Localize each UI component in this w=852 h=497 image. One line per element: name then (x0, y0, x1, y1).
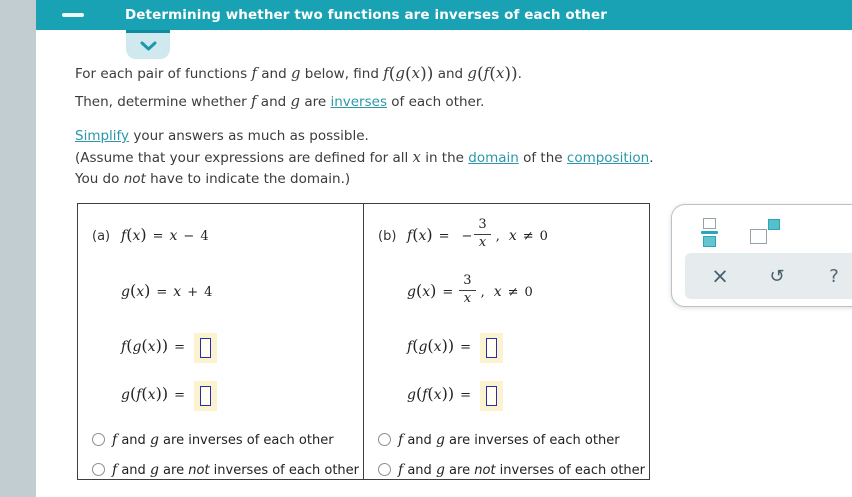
paren: ) (447, 384, 455, 403)
paren: ( (405, 64, 412, 84)
g-definition-row (364, 268, 649, 316)
paren: ) (447, 336, 455, 355)
var-x: x (132, 228, 141, 244)
paren: ( (141, 384, 148, 403)
paren: ) (161, 384, 169, 403)
paren: ) (426, 225, 433, 244)
answer-input-halo (480, 381, 503, 411)
clear-button[interactable]: × (711, 264, 729, 288)
minus-sign: − (461, 229, 473, 244)
option-text: and (407, 433, 432, 448)
text-fragment: (Assume that your expressions are defined for all (75, 150, 409, 166)
denominator: x (478, 235, 487, 250)
option-not-inverses[interactable] (78, 460, 363, 481)
var-f: f (398, 432, 404, 448)
instruction-paragraph-1 (75, 60, 715, 116)
var-g: g (132, 339, 142, 355)
var-x: x (418, 228, 427, 244)
text-fragment: in the (425, 150, 464, 166)
var-g: g (418, 339, 428, 355)
minus-sign: − (183, 229, 195, 244)
paren: ) (161, 336, 169, 355)
part-label: (a) (92, 229, 111, 244)
option-text: are inverses of each other (163, 433, 334, 448)
text-fragment: and (437, 66, 464, 82)
var-g: g (290, 64, 301, 82)
math-expr-f-of-g (383, 66, 433, 82)
var-f: f (422, 387, 428, 403)
equals-sign: = (174, 388, 185, 403)
part-label: (b) (378, 229, 397, 244)
radio-button[interactable] (92, 463, 105, 476)
equals-sign: = (460, 388, 471, 403)
var-f: f (407, 339, 413, 355)
equals-sign: = (438, 229, 450, 244)
domain-link[interactable]: domain (468, 150, 519, 166)
paren: ) (426, 64, 434, 84)
denominator: x (463, 291, 472, 306)
option-inverses[interactable] (364, 430, 649, 451)
instruction-line-2 (75, 88, 715, 116)
var-f: f (121, 339, 127, 355)
paren: ( (141, 336, 148, 355)
var-x: x (493, 284, 502, 300)
var-g: g (407, 284, 416, 300)
answer-table (77, 203, 650, 480)
palette-template-row (672, 205, 852, 247)
exponent-base-box (750, 229, 767, 244)
var-x: x (411, 64, 421, 82)
var-x: x (169, 228, 178, 244)
not-equal-sign: ≠ (507, 285, 519, 300)
undo-button[interactable]: ↺ (769, 265, 785, 287)
paren: ) (144, 281, 151, 300)
answer-input-halo (194, 381, 217, 411)
var-x: x (433, 339, 442, 355)
option-text: and (121, 463, 146, 478)
paren: ( (489, 64, 496, 84)
f-definition-row (78, 212, 363, 260)
var-g: g (467, 64, 478, 82)
var-f: f (398, 462, 404, 478)
comma: , (480, 285, 485, 300)
paren: ) (510, 64, 518, 84)
answer-input-halo (480, 333, 503, 363)
var-f: f (407, 228, 413, 244)
var-x: x (422, 284, 431, 300)
paren: ( (427, 384, 434, 403)
paren: ( (126, 225, 133, 244)
problem-header-bar (36, 0, 852, 30)
numerator: 3 (459, 274, 475, 291)
paren: ( (129, 281, 137, 300)
equals-sign: = (152, 229, 164, 244)
math-expr-g-of-f (467, 66, 517, 82)
paren: ) (155, 336, 162, 355)
f-of-g-answer-input[interactable] (486, 338, 497, 358)
f-of-g-answer-input[interactable] (200, 338, 211, 358)
equals-sign: = (460, 340, 471, 355)
paren: ) (504, 64, 511, 84)
text-fragment: . (517, 66, 522, 82)
fraction-numerator-box (703, 218, 716, 229)
option-text: inverses of each other (499, 463, 645, 478)
collapse-panel-button[interactable] (126, 30, 170, 59)
var-x: x (147, 339, 156, 355)
var-g: g (407, 387, 416, 403)
var-g: g (149, 462, 159, 478)
text-fragment: Then, determine whether (75, 94, 247, 110)
paren: ) (155, 384, 162, 403)
fraction-template-icon[interactable] (701, 218, 718, 247)
text-fragment: For each pair of functions (75, 66, 248, 82)
var-x: x (495, 64, 505, 82)
var-x: x (136, 284, 145, 300)
var-f: f (121, 228, 127, 244)
number: 4 (204, 285, 213, 300)
paren: ( (412, 225, 419, 244)
var-x: x (433, 387, 442, 403)
minimize-icon[interactable] (62, 13, 84, 17)
palette-action-tray (685, 253, 852, 299)
option-text: are inverses of each other (449, 433, 620, 448)
var-f: f (251, 92, 257, 110)
exponent-template-icon[interactable] (750, 218, 780, 246)
text-fragment: are (304, 94, 327, 110)
g-of-f-answer-input[interactable] (486, 386, 497, 406)
option-text: and (121, 433, 146, 448)
radio-button[interactable] (92, 433, 105, 446)
text-fragment: below, find (304, 66, 379, 82)
number: 4 (200, 229, 209, 244)
paren: ) (420, 64, 427, 84)
paren: ( (477, 64, 484, 84)
paren: ) (441, 384, 448, 403)
text-fragment: . (649, 150, 654, 166)
text-fragment: your answers as much as possible. (133, 128, 369, 144)
instruction-line-5 (75, 169, 715, 190)
text-fragment: have to indicate the domain.) (150, 171, 351, 187)
f-definition-row (364, 212, 649, 260)
instruction-line-3 (75, 126, 715, 147)
exponent-superscript-box (768, 219, 780, 230)
var-g: g (290, 92, 301, 110)
var-f: f (483, 64, 490, 82)
number: 0 (539, 229, 548, 244)
paren: ( (415, 384, 423, 403)
number: 0 (524, 285, 533, 300)
fraction-denominator-box (703, 236, 716, 247)
help-button[interactable]: ? (829, 265, 839, 287)
g-definition-row (78, 268, 363, 316)
emphasized-not: not (474, 463, 496, 478)
part-b-cell (364, 204, 649, 479)
var-g: g (149, 432, 159, 448)
g-of-f-answer-row (78, 380, 363, 411)
equals-sign: = (442, 285, 454, 300)
composition-link[interactable]: composition (566, 150, 650, 166)
comma: , (495, 229, 500, 244)
paren: ( (427, 336, 434, 355)
paren: ) (441, 336, 448, 355)
paren: ( (388, 64, 396, 84)
not-equal-sign: ≠ (522, 229, 534, 244)
paren: ( (415, 281, 423, 300)
instruction-line-1 (75, 60, 715, 88)
var-f: f (251, 64, 257, 82)
equals-sign: = (156, 285, 168, 300)
option-text: and (407, 463, 432, 478)
problem-title: Determining whether two functions are inverses of each other (125, 7, 608, 23)
text-fragment: of each other. (391, 94, 485, 110)
var-g: g (121, 387, 130, 403)
text-fragment: of the (523, 150, 563, 166)
radio-button[interactable] (378, 463, 391, 476)
instruction-line-4 (75, 147, 715, 169)
g-of-f-answer-input[interactable] (200, 386, 211, 406)
simplify-link[interactable]: Simplify (75, 128, 130, 144)
paren: ( (412, 336, 419, 355)
f-of-g-answer-row (364, 332, 649, 363)
paren: ) (140, 225, 147, 244)
var-x: x (173, 284, 182, 300)
inverses-link[interactable]: inverses (330, 94, 387, 110)
option-text: are (163, 463, 185, 478)
var-x: x (412, 148, 421, 166)
option-inverses[interactable] (78, 430, 363, 451)
text-fragment: and (261, 66, 287, 82)
var-g: g (395, 64, 406, 82)
var-f: f (112, 432, 118, 448)
math-input-palette (671, 204, 852, 307)
f-of-g-answer-row (78, 332, 363, 363)
numerator: 3 (474, 218, 490, 235)
paren: ) (430, 281, 437, 300)
equals-sign: = (174, 340, 185, 355)
fraction-bar (701, 231, 718, 234)
option-not-inverses[interactable] (364, 460, 649, 481)
var-f: f (112, 462, 118, 478)
var-g: g (435, 432, 445, 448)
plus-sign: + (187, 285, 199, 300)
instruction-paragraph-2 (75, 126, 715, 190)
var-f: f (136, 387, 142, 403)
var-x: x (508, 228, 517, 244)
radio-button[interactable] (378, 433, 391, 446)
emphasized-not: not (123, 171, 146, 187)
option-text: are (449, 463, 471, 478)
var-x: x (147, 387, 156, 403)
emphasized-not: not (188, 463, 210, 478)
option-text: inverses of each other (213, 463, 359, 478)
var-g: g (435, 462, 445, 478)
paren: ( (129, 384, 137, 403)
paren: ( (126, 336, 133, 355)
g-of-f-answer-row (364, 380, 649, 411)
part-a-cell (78, 204, 364, 479)
answer-input-halo (194, 333, 217, 363)
var-g: g (121, 284, 130, 300)
text-fragment: You do (75, 171, 120, 187)
fraction (474, 218, 490, 251)
fraction (459, 274, 475, 307)
var-f: f (383, 64, 389, 82)
problem-statement (75, 60, 715, 190)
left-sidebar-strip (0, 0, 36, 497)
chevron-down-icon (140, 41, 157, 51)
text-fragment: and (260, 94, 287, 110)
